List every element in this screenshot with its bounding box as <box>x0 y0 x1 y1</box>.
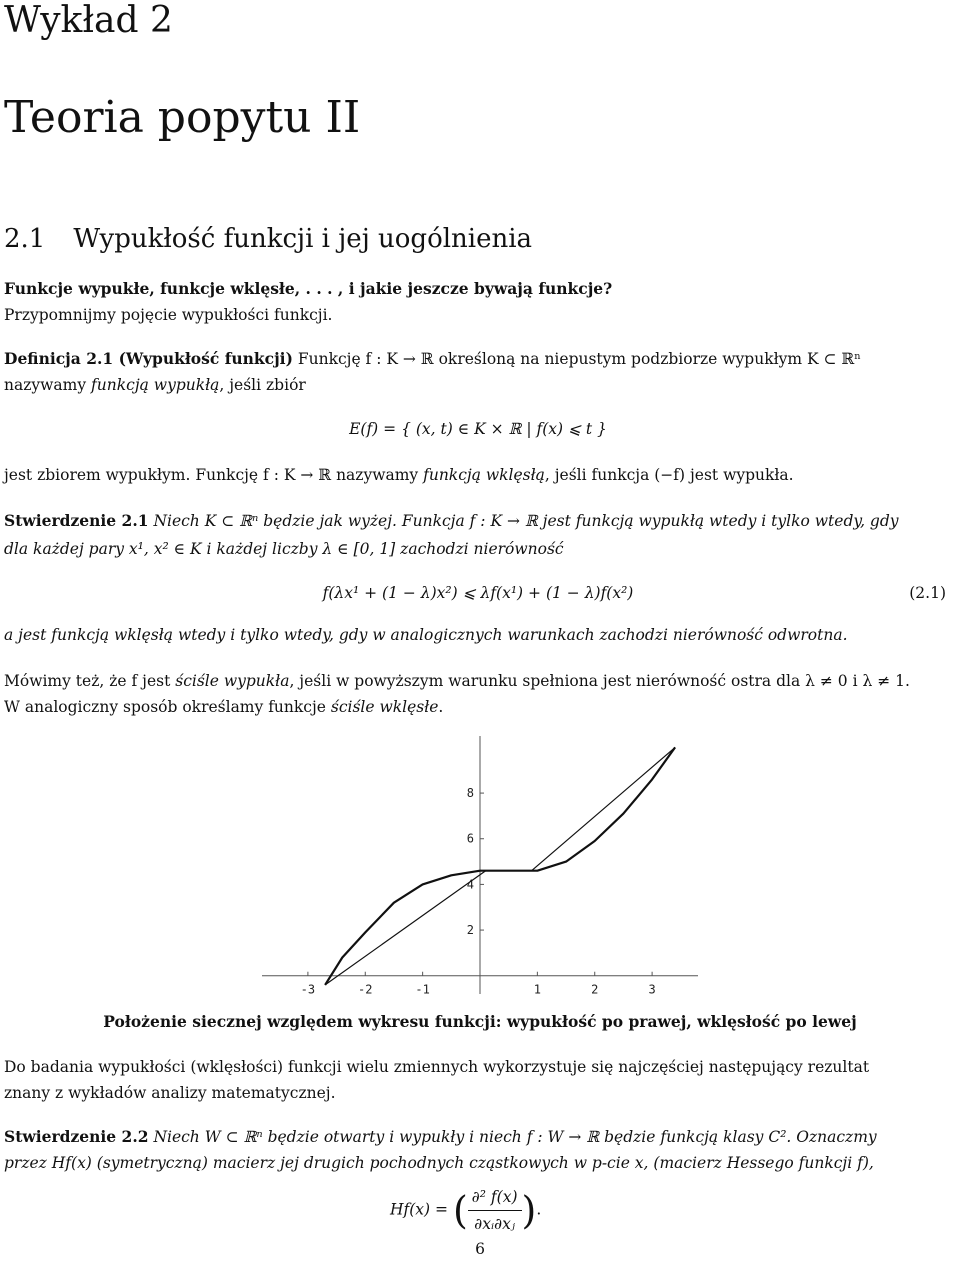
stwierdzenie-1-label: Stwierdzenie 2.1 <box>4 511 149 530</box>
x-tick-label: 3 <box>648 982 656 997</box>
strict-line-1: Mówimy też, że f jest ściśle wypukła, jeśli w powyższym warunku spełniona jest nierówność ostra dla λ ≠ 0 i λ ≠ 1. <box>4 672 910 690</box>
x-tick-label: -1 <box>415 982 430 997</box>
hessian-fraction: $\frac{\text{∂² f(x)}}{\text{∂xᵢ∂xⱼ}}$ <box>468 1184 522 1237</box>
para-2-line-2: znany z wykładów analizy matematycznej. <box>4 1084 336 1102</box>
x-tick-label: -3 <box>300 982 316 997</box>
section-number: 2.1 <box>4 224 46 254</box>
x-tick-label: -2 <box>358 982 373 997</box>
definition-formula: E(f) = { (x, t) ∈ K × ℝ | f(x) ⩽ t } <box>349 420 607 438</box>
section-title: Wypukłość funkcji i jej uogólnienia <box>73 224 533 254</box>
y-tick-label: 6 <box>466 831 474 846</box>
secant-right-line <box>532 747 676 870</box>
jensen-inequality: f(λx¹ + (1 − λ)x²) ⩽ λf(x¹) + (1 − λ)f(x²) (2.1) <box>4 580 952 606</box>
intro-line-2: Przypomnijmy pojęcie wypukłości funkcji. <box>4 306 333 324</box>
right-paren: ) <box>521 1188 537 1233</box>
y-tick-label: 8 <box>466 786 474 801</box>
left-paren: ( <box>452 1188 468 1233</box>
definition-after: jest zbiorem wypukłym. Funkcję f : K → ℝ nazywamy funkcją wklęsłą, jeśli funkcja (−f) jest wypukła. <box>4 466 794 484</box>
definition-label: Definicja 2.1 (Wypukłość funkcji) <box>4 349 293 368</box>
stwierdzenie-2-line-2: przez Hf(x) (symetryczną) macierz jej drugich pochodnych cząstkowych w p-cie x, (macierz Hessego funkcji f), <box>4 1154 874 1172</box>
stwierdzenie-2-label: Stwierdzenie 2.2 <box>4 1127 149 1146</box>
definition-line-2: nazywamy funkcją wypukłą, jeśli zbiór <box>4 376 306 394</box>
stwierdzenie-2-line-1: Stwierdzenie 2.2 Niech W ⊂ ℝⁿ będzie otwarty i wypukły i niech f : W → ℝ będzie funkcją klasy C². Oznaczmy <box>4 1127 877 1146</box>
page-number: 6 <box>475 1240 485 1258</box>
chapter-heading: Wykład 2 <box>4 0 173 41</box>
lecture-title: Teoria popytu II <box>4 92 361 143</box>
y-tick-label: 2 <box>466 923 474 938</box>
strict-line-2: W analogiczny sposób określamy funkcje ściśle wklęsłe. <box>4 698 444 716</box>
hessian-formula: Hf(x) = ( $\frac{\text{∂² f(x)}}{\text{∂xᵢ∂xⱼ}}$ ). <box>390 1184 541 1237</box>
figure-caption: Położenie siecznej względem wykresu funkcji: wypukłość po prawej, wklęsłość po lewej <box>103 1012 857 1031</box>
para-2-line-1: Do badania wypukłości (wklęsłości) funkcji wielu zmiennych wykorzystuje się najczęściej następujący rezultat <box>4 1058 870 1076</box>
stwierdzenie-1-line-2: dla każdej pary x¹, x² ∈ K i każdej liczby λ ∈ [0, 1] zachodzi nierówność <box>4 540 564 558</box>
secant-left-line <box>325 871 486 985</box>
intro-line-1: Funkcje wypukłe, funkcje wklęsłe, . . . , i jakie jeszcze bywają funkcje? <box>4 279 613 298</box>
stwierdzenie-1-after: a jest funkcją wklęsłą wtedy i tylko wtedy, gdy w analogicznych warunkach zachodzi nierówność odwrotna. <box>4 626 848 644</box>
equation-number: (2.1) <box>909 584 946 602</box>
x-tick-label: 2 <box>591 982 599 997</box>
stwierdzenie-1-line-1: Stwierdzenie 2.1 Niech K ⊂ ℝⁿ będzie jak wyżej. Funkcja f : K → ℝ jest funkcją wypukłą wtedy i tylko wtedy, gdy <box>4 511 899 530</box>
definition-line-1: Definicja 2.1 (Wypukłość funkcji) Funkcję f : K → ℝ określoną na niepustym podzbiorze wypukłym K ⊂ ℝⁿ <box>4 349 861 368</box>
x-tick-label: 1 <box>533 982 541 997</box>
function-curve <box>325 747 675 985</box>
y-tick-label: 4 <box>466 877 474 892</box>
